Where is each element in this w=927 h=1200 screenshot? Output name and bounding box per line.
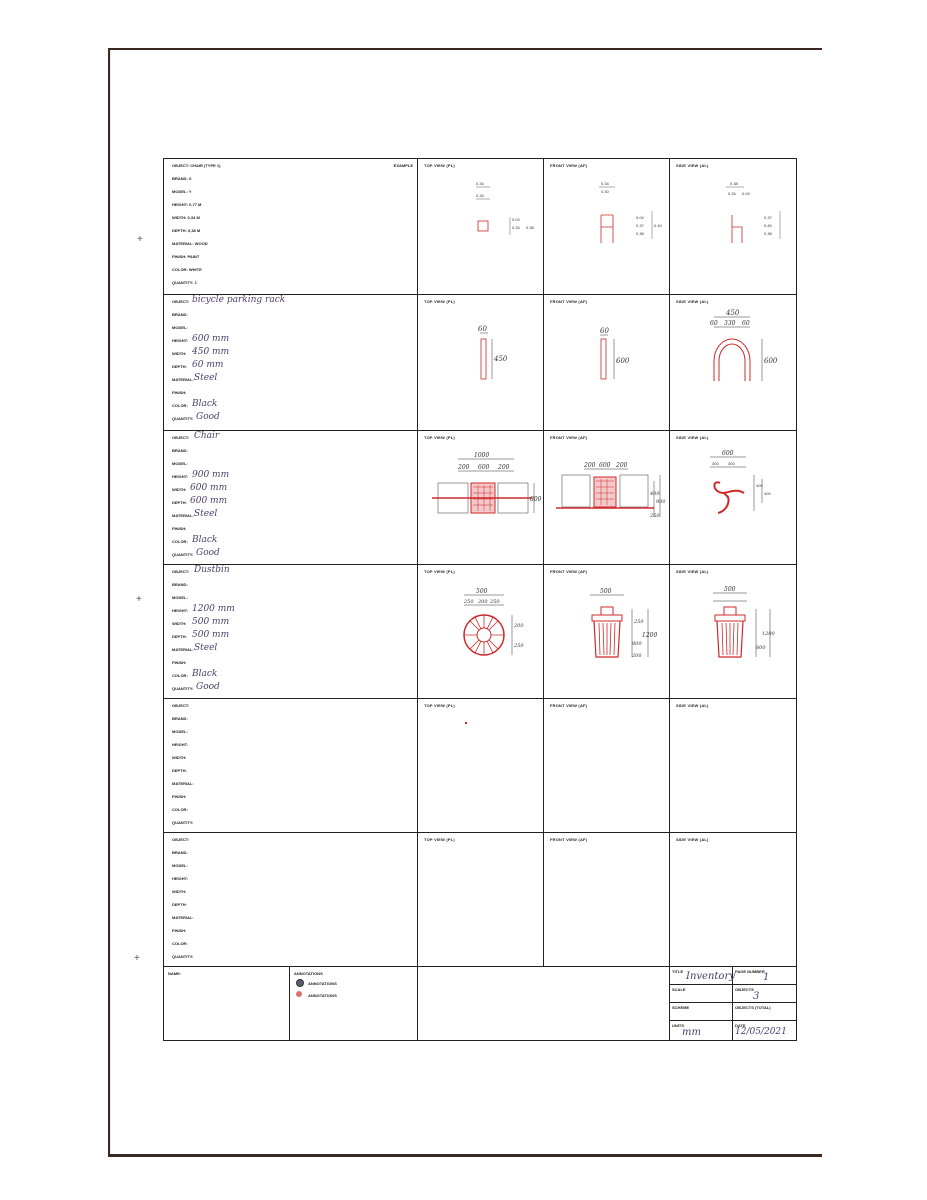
view-label: SIDE VIEW (AL) [676,703,709,708]
object-value: bicycle parking rack [192,295,286,305]
dim-label: 800 [530,496,542,503]
units-field [670,1021,733,1040]
view-label: FRONT VIEW (AF) [550,837,588,842]
top-view [418,833,544,966]
scheme-label: SCHEME [672,1005,690,1010]
view-label: TOP VIEW (PL) [424,163,455,168]
dim-label: 200 [584,462,596,469]
object-value: Chair [194,431,220,441]
front-view [544,295,670,430]
dim-label: 60 [742,320,750,327]
field-label: MODEL: [172,863,188,868]
field-label: MATERIAL: [172,647,194,652]
title-value: Inventory [686,971,735,982]
field-label: DEPTH: [172,634,187,639]
field-label: WIDTH: [172,755,187,760]
example-line: OBJECT: CHAIR (TYPE 1) [172,163,221,168]
blank-box [418,967,670,1040]
field-label: WIDTH: [172,889,187,894]
chair-top-drawing [418,431,544,564]
scheme-field [670,1003,733,1021]
field-label: HEIGHT: [172,742,188,747]
rack-side-drawing [670,295,796,430]
units-label: UNITS [672,1023,684,1028]
view-label: TOP VIEW (PL) [424,837,455,842]
objects-total-field [733,1003,796,1021]
side-view [670,431,796,564]
scale-label: SCALE [672,987,686,992]
dim-label: 300 [728,461,735,466]
view-label: SIDE VIEW (AL) [676,163,709,168]
field-label: WIDTH: [172,621,187,626]
field-label: COLOR: [172,941,188,946]
field-label: DEPTH: [172,364,187,369]
field-label: OBJECT: [172,435,190,440]
quantity-value: Good [196,548,220,558]
object-row-3 [164,565,796,699]
view-label: SIDE VIEW (AL) [676,569,709,574]
dim-label: 60 [478,325,487,333]
field-label: MATERIAL: [172,377,194,382]
field-label: BRAND: [172,312,188,317]
field-label: QUANTITY: [172,686,194,691]
depth-value: 500 mm [192,630,230,640]
example-row [164,159,796,295]
dim-label: 0.40 [654,223,662,228]
field-label: DEPTH: [172,768,187,773]
side-view [670,833,796,966]
dim-label: 600 [616,357,630,365]
material-value: Steel [194,643,218,653]
registration-mark: + [134,953,140,964]
chair-side-drawing [670,431,796,564]
field-label: OBJECT: [172,569,190,574]
material-value: Steel [194,373,218,383]
dustbin-top-drawing [418,565,544,698]
inventory-sheet [163,158,797,1041]
registration-mark: + [137,234,143,245]
material-value: Steel [194,509,218,519]
dim-label: 250 [634,619,644,625]
dim-label: 900 [656,499,666,505]
dim-label: 400 [650,491,660,497]
legend-dot-red-icon [296,991,302,997]
dim-label: 1000 [474,452,490,459]
dim-label: 0.34 [601,181,609,186]
legend-dot-gray-icon [296,979,304,987]
date-field [733,1021,796,1040]
top-view [418,699,544,832]
objects-value: 3 [753,991,760,1002]
width-value: 500 mm [192,617,230,627]
dim-label: 60 [710,320,718,327]
field-label: DEPTH: [172,500,187,505]
field-label: MODEL: [172,461,188,466]
rack-top-drawing [418,295,544,430]
depth-value: 60 mm [192,360,224,370]
color-value: Black [192,669,218,679]
field-label: HEIGHT: [172,608,188,613]
color-value: Black [192,535,218,545]
dim-label: 450 [494,355,508,363]
dim-label: 0.38 [526,225,534,230]
field-label: QUANTITY: [172,820,194,825]
objects-field [733,985,796,1003]
field-label: HEIGHT: [172,338,188,343]
dim-label: 0.34 [728,191,736,196]
top-view [418,431,544,564]
example-line: BRAND: X [172,176,192,181]
height-value: 600 mm [192,334,230,344]
dim-label: 0.04 [742,191,750,196]
front-view [544,565,670,698]
legend-label: ANNOTATIONS [308,993,337,998]
field-label: BRAND: [172,582,188,587]
page-label: PAGE NUMBER [735,969,765,974]
object-value: Dustbin [194,565,230,575]
view-label: TOP VIEW (PL) [424,569,455,574]
side-view [670,295,796,430]
quantity-value: Good [196,412,220,422]
field-label: DEPTH: [172,902,187,907]
annotations-box [290,967,418,1040]
dim-label: 200 [632,653,642,659]
view-label: FRONT VIEW (AF) [550,569,588,574]
name-label: NAME: [168,971,182,976]
example-front-view [544,159,670,294]
front-view [544,833,670,966]
dim-label: 0.30 [601,189,609,194]
field-label: QUANTITY: [172,416,194,421]
scale-field [670,985,733,1003]
example-line: MODEL: Y [172,189,192,194]
dim-label: 600 [478,464,490,471]
object-row-4 [164,699,796,833]
object-info [164,699,418,832]
dim-label: 600 [722,450,734,457]
dim-label: 250 [464,599,474,605]
objects-total-label: OBJECTS (TOTAL) [735,1005,771,1010]
example-side-view [670,159,796,294]
objects-label: OBJECTS [735,987,754,992]
example-line: COLOR: WHITE [172,267,202,272]
width-value: 600 mm [190,483,228,493]
object-info [164,295,418,430]
view-label: SIDE VIEW (AL) [676,435,709,440]
field-label: HEIGHT: [172,876,188,881]
example-line: DEPTH: 0,38 M [172,228,201,233]
dim-label: 60 [600,327,609,335]
field-label: FINISH: [172,390,187,395]
example-info [164,159,418,294]
color-value: Black [192,399,218,409]
example-top-drawing [418,159,544,294]
dim-label: 200 [478,599,488,605]
dim-label: 0.04 [636,215,644,220]
dim-label: 0.34 [512,225,520,230]
dim-label: 400 [764,491,771,496]
dim-label: 250 [650,513,660,519]
field-label: BRAND: [172,448,188,453]
dim-label: 200 [616,462,628,469]
title-block [164,967,796,1040]
view-label: FRONT VIEW (AF) [550,435,588,440]
dim-label: 500 [724,586,736,593]
field-label: MATERIAL: [172,781,194,786]
dim-label: 800 [756,645,766,651]
field-label: FINISH: [172,928,187,933]
field-label: OBJECT: [172,703,190,708]
side-view [670,565,796,698]
dim-label: 250 [490,599,500,605]
field-label: FINISH: [172,526,187,531]
dim-label: 200 [514,623,524,629]
dim-label: 0.34 [476,181,484,186]
dim-label: 330 [724,320,736,327]
view-label: SIDE VIEW (AL) [676,299,709,304]
example-side-drawing [670,159,796,294]
example-line: FINISH: PAINT [172,254,200,259]
field-label: WIDTH: [172,351,187,356]
field-label: BRAND: [172,850,188,855]
width-value: 450 mm [192,347,230,357]
dim-label: 600 [764,357,778,365]
height-value: 1200 mm [192,604,235,614]
field-label: WIDTH: [172,487,187,492]
depth-value: 600 mm [190,496,228,506]
view-label: FRONT VIEW (AF) [550,163,588,168]
registration-mark: + [136,594,142,605]
date-value: 12/05/2021 [735,1027,787,1037]
dim-label: 0.38 [730,181,738,186]
view-label: TOP VIEW (PL) [424,703,455,708]
chair-front-drawing [544,431,670,564]
example-line: WIDTH: 0,34 M [172,215,200,220]
title-label: TITLE [672,969,684,974]
front-view [544,699,670,832]
ink-mark [418,699,544,832]
field-label: MATERIAL: [172,915,194,920]
view-label: SIDE VIEW (AL) [676,837,709,842]
dim-label: 600 [599,462,611,469]
object-info [164,833,418,966]
height-value: 900 mm [192,470,230,480]
name-box [164,967,290,1040]
page-value: 1 [763,972,770,983]
field-label: FINISH: [172,660,187,665]
field-label: OBJECT: [172,299,190,304]
object-info [164,565,418,698]
object-row-2 [164,431,796,565]
side-view [670,699,796,832]
top-view [418,565,544,698]
example-line: QUANTITY: 1 [172,280,197,285]
example-front-drawing [544,159,670,294]
dim-label: 0.37 [636,223,644,228]
dim-label: 250 [514,643,524,649]
dim-label: 0.38 [764,231,772,236]
field-label: BRAND: [172,716,188,721]
field-label: MODEL: [172,595,188,600]
field-label: COLOR: [172,403,188,408]
front-view [544,431,670,564]
dim-label: 400 [756,483,763,488]
dim-label: 0.37 [764,215,772,220]
field-label: HEIGHT: [172,474,188,479]
dim-label: 500 [600,588,612,595]
dim-label: 1200 [762,631,775,637]
object-info [164,431,418,564]
field-label: QUANTITY: [172,552,194,557]
dim-label: 0.38 [636,231,644,236]
legend-label: ANNOTATIONS [308,981,337,986]
annotations-label: ANNOTATIONS [294,971,323,976]
example-line: MATERIAL: WOOD [172,241,208,246]
field-label: MODEL: [172,729,188,734]
info-box [670,967,796,1040]
dim-label: 0.04 [512,217,520,222]
view-label: TOP VIEW (PL) [424,435,455,440]
view-label: TOP VIEW (PL) [424,299,455,304]
dim-label: 500 [476,588,488,595]
dustbin-side-drawing [670,565,796,698]
field-label: MODEL: [172,325,188,330]
view-label: FRONT VIEW (AF) [550,703,588,708]
quantity-value: Good [196,682,220,692]
page-field [733,967,796,985]
title-field [670,967,733,985]
dim-label: 0.34 [476,193,484,198]
field-label: MATERIAL: [172,513,194,518]
dustbin-front-drawing [544,565,670,698]
field-label: COLOR: [172,539,188,544]
example-line: HEIGHT: 0,77 M [172,202,202,207]
dim-label: 800 [632,641,642,647]
dim-label: 200 [498,464,510,471]
dim-label: 1200 [642,632,658,639]
units-value: mm [682,1027,701,1038]
object-row-1 [164,295,796,431]
field-label: OBJECT: [172,837,190,842]
field-label: COLOR: [172,807,188,812]
dim-label: 0.40 [764,223,772,228]
field-label: QUANTITY: [172,954,194,959]
example-top-view [418,159,544,294]
dim-label: 200 [458,464,470,471]
rack-front-drawing [544,295,670,430]
field-label: FINISH: [172,794,187,799]
object-row-5 [164,833,796,967]
date-label: DATE [735,1023,746,1028]
dim-label: 300 [712,461,719,466]
field-label: COLOR: [172,673,188,678]
top-view [418,295,544,430]
view-label: FRONT VIEW (AF) [550,299,588,304]
example-tag: EXAMPLE [393,163,413,168]
dim-label: 450 [726,309,740,317]
